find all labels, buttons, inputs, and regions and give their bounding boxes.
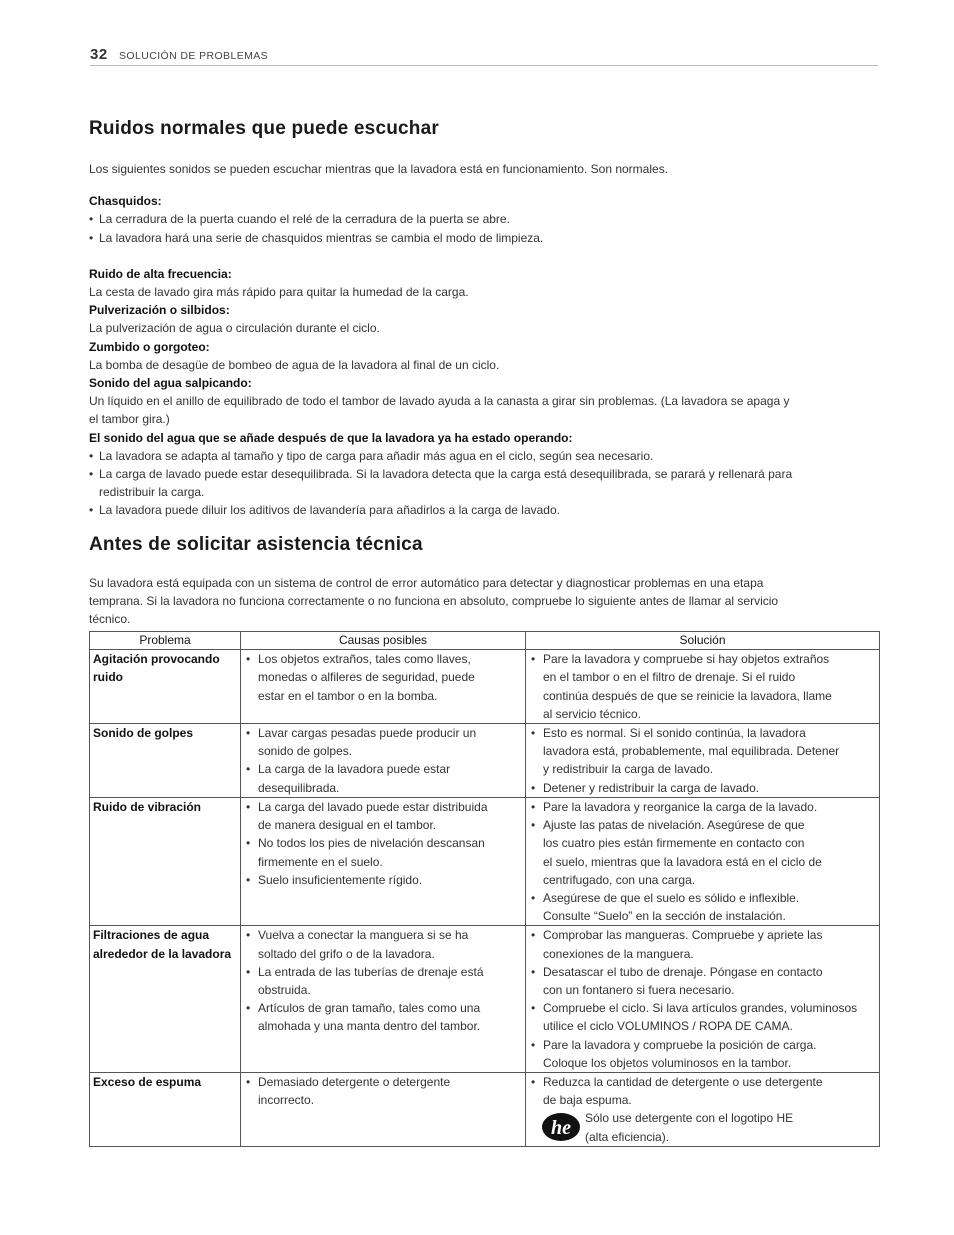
pulverizacion-label: Pulverización o silbidos: xyxy=(89,303,230,318)
list-item: • La carga del lavado puede estar distribuida de manera desigual en el tambor. xyxy=(246,799,488,833)
page-number: 32 xyxy=(90,46,108,63)
table-row xyxy=(90,926,880,1073)
list-item: • Pare la lavadora y compruebe la posición de carga. Coloque los objetos voluminosos en la tambor. xyxy=(531,1037,817,1070)
table-row xyxy=(90,724,880,798)
problem-cell: Agitación provocando ruido xyxy=(90,650,241,724)
list-item: • Los objetos extraños, tales como llaves, monedas o alfileres de seguridad, puede estar en el tambor o en la bomba. xyxy=(246,652,475,703)
table-header-row xyxy=(90,632,880,650)
svg-text:he: he xyxy=(551,1117,571,1140)
table-row xyxy=(90,650,880,724)
section2-intro-3: técnico. xyxy=(89,612,131,627)
list-item: • No todos los pies de nivelación descansan firmemente en el suelo. xyxy=(246,836,485,869)
zumbido-text: La bomba de desagüe de bombeo de agua de la lavadora al final de un ciclo. xyxy=(89,357,500,372)
section1-title: Ruidos normales que puede escuchar xyxy=(89,118,439,139)
list-item: • Suelo insuficientemente rígido. xyxy=(246,872,423,887)
causes-cell xyxy=(241,797,526,925)
alta-frecuencia-text: La cesta de lavado gira más rápido para quitar la humedad de la carga. xyxy=(89,285,469,300)
causes-cell xyxy=(241,650,526,724)
he-note xyxy=(529,1109,879,1145)
list-item: • Comprobar las mangueras. Compruebe y apriete las conexiones de la manguera. xyxy=(531,928,823,961)
list-item: • Detener y redistribuir la carga de lavado. xyxy=(531,780,760,795)
problem-cell: Exceso de espuma xyxy=(90,1072,241,1146)
list-item: • Ajuste las patas de nivelación. Asegúrese de que los cuatro pies están firmemente en contacto con el suelo, mientras que la lavadora está en el ciclo de centrifugado, con una carga. xyxy=(531,818,822,887)
section1-intro: Los siguientes sonidos se pueden escuchar mientras que la lavadora está en funcionamiento. Son normales. xyxy=(89,162,669,176)
list-item: • La lavadora se adapta al tamaño y tipo de carga para añadir más agua en el ciclo, según sea necesario. xyxy=(89,448,654,463)
solution-cell xyxy=(526,1072,880,1146)
table-row xyxy=(90,1072,880,1146)
list-item: • La entrada de las tuberías de drenaje está obstruida. xyxy=(246,964,484,997)
solution-cell xyxy=(526,650,880,724)
list-item: • La cerradura de la puerta cuando el relé de la cerradura de la puerta se abre. xyxy=(89,212,510,227)
list-item: • Reduzca la cantidad de detergente o use detergente de baja espuma. xyxy=(531,1074,823,1108)
list-item: • Pare la lavadora y reorganice la carga de la lavado. xyxy=(531,799,818,814)
column-header: Problema xyxy=(90,632,241,650)
chasquidos-label: Chasquidos: xyxy=(89,194,162,209)
list-item: • Esto es normal. Si el sonido continúa, la lavadora lavadora está, probablemente, mal equilibrada. Detener y redistribuir la carga de lavado. xyxy=(531,726,840,777)
list-item: • Artículos de gran tamaño, tales como una almohada y una manta dentro del tambor. xyxy=(246,1001,481,1034)
table-row xyxy=(90,797,880,925)
list-item: • La lavadora hará una serie de chasquidos mientras se cambia el modo de limpieza. xyxy=(89,230,544,245)
section-label: SOLUCIÓN DE PROBLEMAS xyxy=(119,50,269,62)
problem-cell: Filtraciones de agua alrededor de la lavadora xyxy=(90,926,241,1073)
he-note-line: (alta eficiencia). xyxy=(585,1129,670,1144)
problem-cell: Sonido de golpes xyxy=(90,724,241,798)
problem-cell: Ruido de vibración xyxy=(90,797,241,925)
section2-intro-2: temprana. Si la lavadora no funciona correctamente o no funciona en absoluto, compruebe lo siguiente antes de llamar al servicio xyxy=(89,593,779,608)
troubleshooting-table xyxy=(89,631,880,1146)
solution-cell xyxy=(526,797,880,925)
he-note-line: Sólo use detergente con el logotipo HE xyxy=(585,1111,794,1126)
he-logo-icon xyxy=(541,1111,581,1143)
column-header: Causas posibles xyxy=(241,632,526,650)
zumbido-label: Zumbido o gorgoteo: xyxy=(89,339,210,354)
list-item: • Lavar cargas pesadas puede producir un sonido de golpes. xyxy=(246,726,477,759)
salpicando-text-1: Un líquido en el anillo de equilibrado de todo el tambor de lavado ayuda a la canasta a girar sin problemas. (La lavadora se apaga y xyxy=(89,394,790,409)
list-item: • Vuelva a conectar la manguera si se ha soltado del grifo o de la lavadora. xyxy=(246,928,469,961)
list-item: • Desatascar el tubo de drenaje. Póngase en contacto con un fontanero si fuera necesario. xyxy=(531,964,823,997)
column-header: Solución xyxy=(526,632,880,650)
section2-title: Antes de solicitar asistencia técnica xyxy=(89,533,423,555)
list-item: • Pare la lavadora y compruebe si hay objetos extraños en el tambor o en el filtro de drenaje. Si el ruido continúa después de que se reinicie la lavadora, llame al servicio técnico. xyxy=(531,652,832,721)
page-header xyxy=(90,46,878,66)
anade-label: El sonido del agua que se añade después de que la lavadora ya ha estado operando: xyxy=(89,430,573,445)
list-item: • La carga de lavado puede estar desequilibrada. Si la lavadora detecta que la carga está desequilibrada, se parará y rellenará para redistribuir la carga. xyxy=(89,467,793,500)
causes-cell xyxy=(241,926,526,1073)
section2-intro-1: Su lavadora está equipada con un sistema de control de error automático para detectar y diagnosticar problemas en una etapa xyxy=(89,575,764,590)
alta-frecuencia-label: Ruido de alta frecuencia: xyxy=(89,266,232,281)
causes-cell xyxy=(241,1072,526,1146)
pulverizacion-text: La pulverización de agua o circulación durante el ciclo. xyxy=(89,321,380,336)
list-item: • Compruebe el ciclo. Si lava artículos grandes, voluminosos utilice el ciclo VOLUMINOS / ROPA DE CAMA. xyxy=(531,1001,858,1034)
causes-cell xyxy=(241,724,526,798)
list-item: • La carga de la lavadora puede estar desequilibrada. xyxy=(246,762,451,795)
list-item: • Demasiado detergente o detergente incorrecto. xyxy=(246,1074,451,1108)
solution-cell xyxy=(526,926,880,1073)
list-item: • La lavadora puede diluir los aditivos de lavandería para añadirlos a la carga de lavado. xyxy=(89,503,560,518)
solution-cell xyxy=(526,724,880,798)
salpicando-label: Sonido del agua salpicando: xyxy=(89,376,252,391)
salpicando-text-2: el tambor gira.) xyxy=(89,412,170,427)
list-item: • Asegúrese de que el suelo es sólido e inflexible. Consulte “Suelo” en la sección de instalación. xyxy=(531,890,800,924)
page-content xyxy=(89,118,879,1147)
